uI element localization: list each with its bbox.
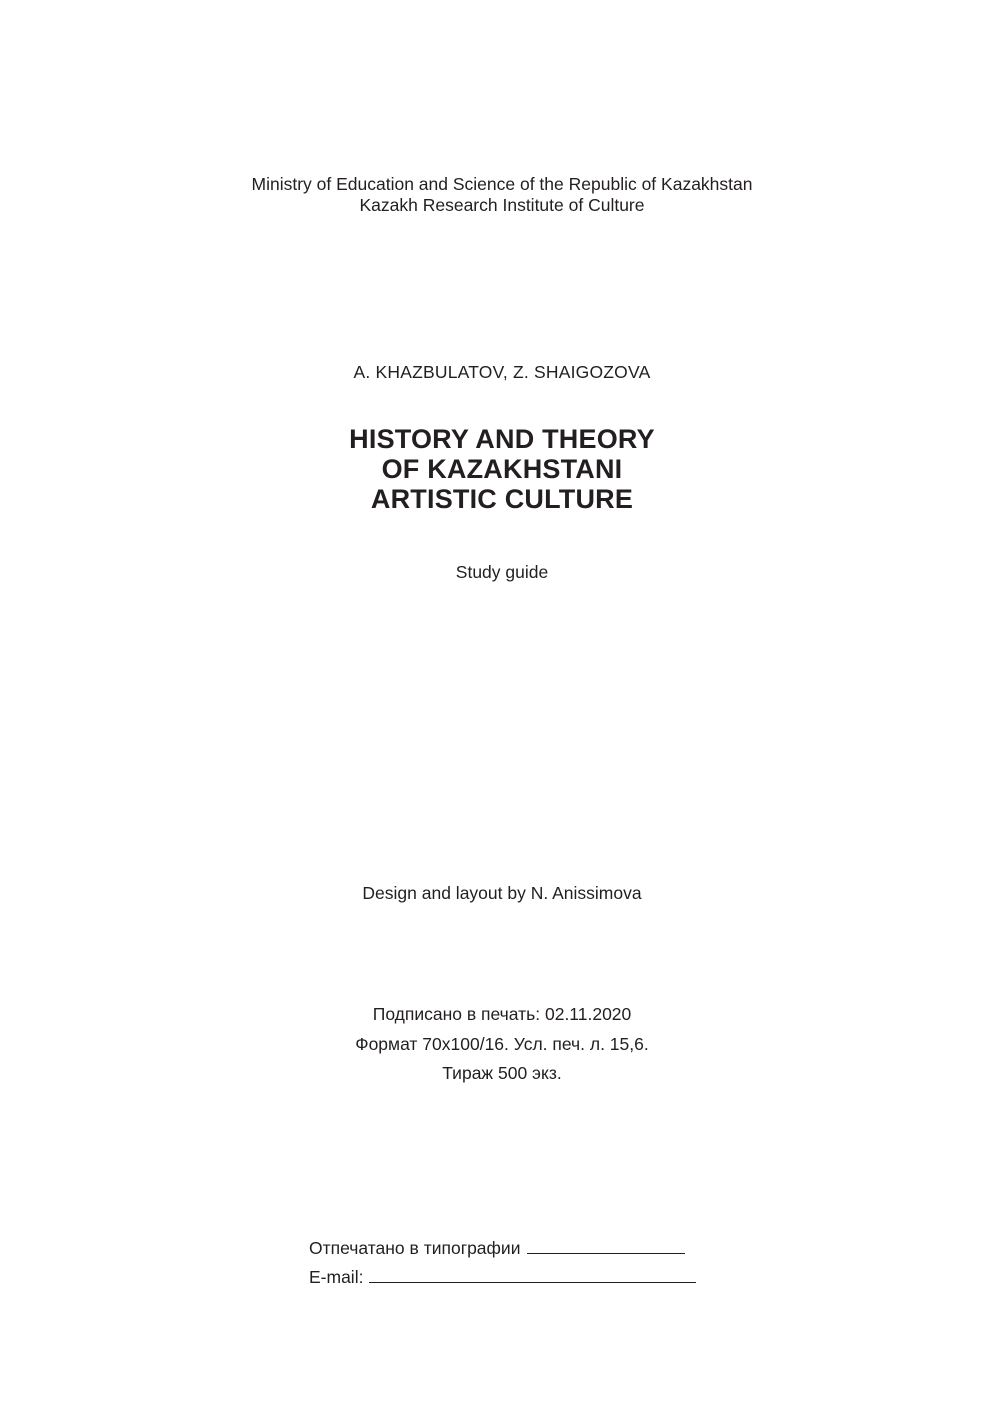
book-title: [0, 424, 1004, 514]
authors: [0, 362, 1004, 383]
email-row: [309, 1263, 699, 1292]
institute-name: Kazakh Research Institute of Culture: [359, 195, 645, 215]
printing-info: [309, 1234, 699, 1292]
publisher-header: [0, 174, 1004, 216]
imprint-print-run: Тираж 500 экз.: [442, 1063, 562, 1083]
email-blank: [369, 1266, 696, 1283]
title-line-3: ARTISTIC CULTURE: [370, 484, 634, 514]
imprint: [0, 1000, 1004, 1089]
ministry-name: Ministry of Education and Science of the Republic of Kazakhstan: [251, 174, 753, 194]
title-line-2: OF KAZAKHSTANI: [381, 454, 623, 484]
title-line-1: HISTORY AND THEORY: [349, 424, 655, 454]
email-label: E-mail:: [309, 1267, 364, 1287]
printing-house-blank: [527, 1237, 685, 1254]
printing-house-row: [309, 1234, 699, 1263]
credits: [0, 883, 1004, 904]
imprint-format: Формат 70х100/16. Усл. печ. л. 15,6.: [355, 1033, 649, 1054]
design-credit: Design and layout by N. Anissimova: [362, 883, 642, 903]
book-subtitle: [0, 562, 1004, 583]
subtitle-text: Study guide: [455, 562, 549, 582]
printing-house-label: Отпечатано в типографии: [309, 1238, 521, 1258]
authors-names: A. KHAZBULATOV, Z. SHAIGOZOVA: [353, 362, 651, 382]
imprint-signed: Подписано в печать: 02.11.2020: [372, 1004, 632, 1024]
